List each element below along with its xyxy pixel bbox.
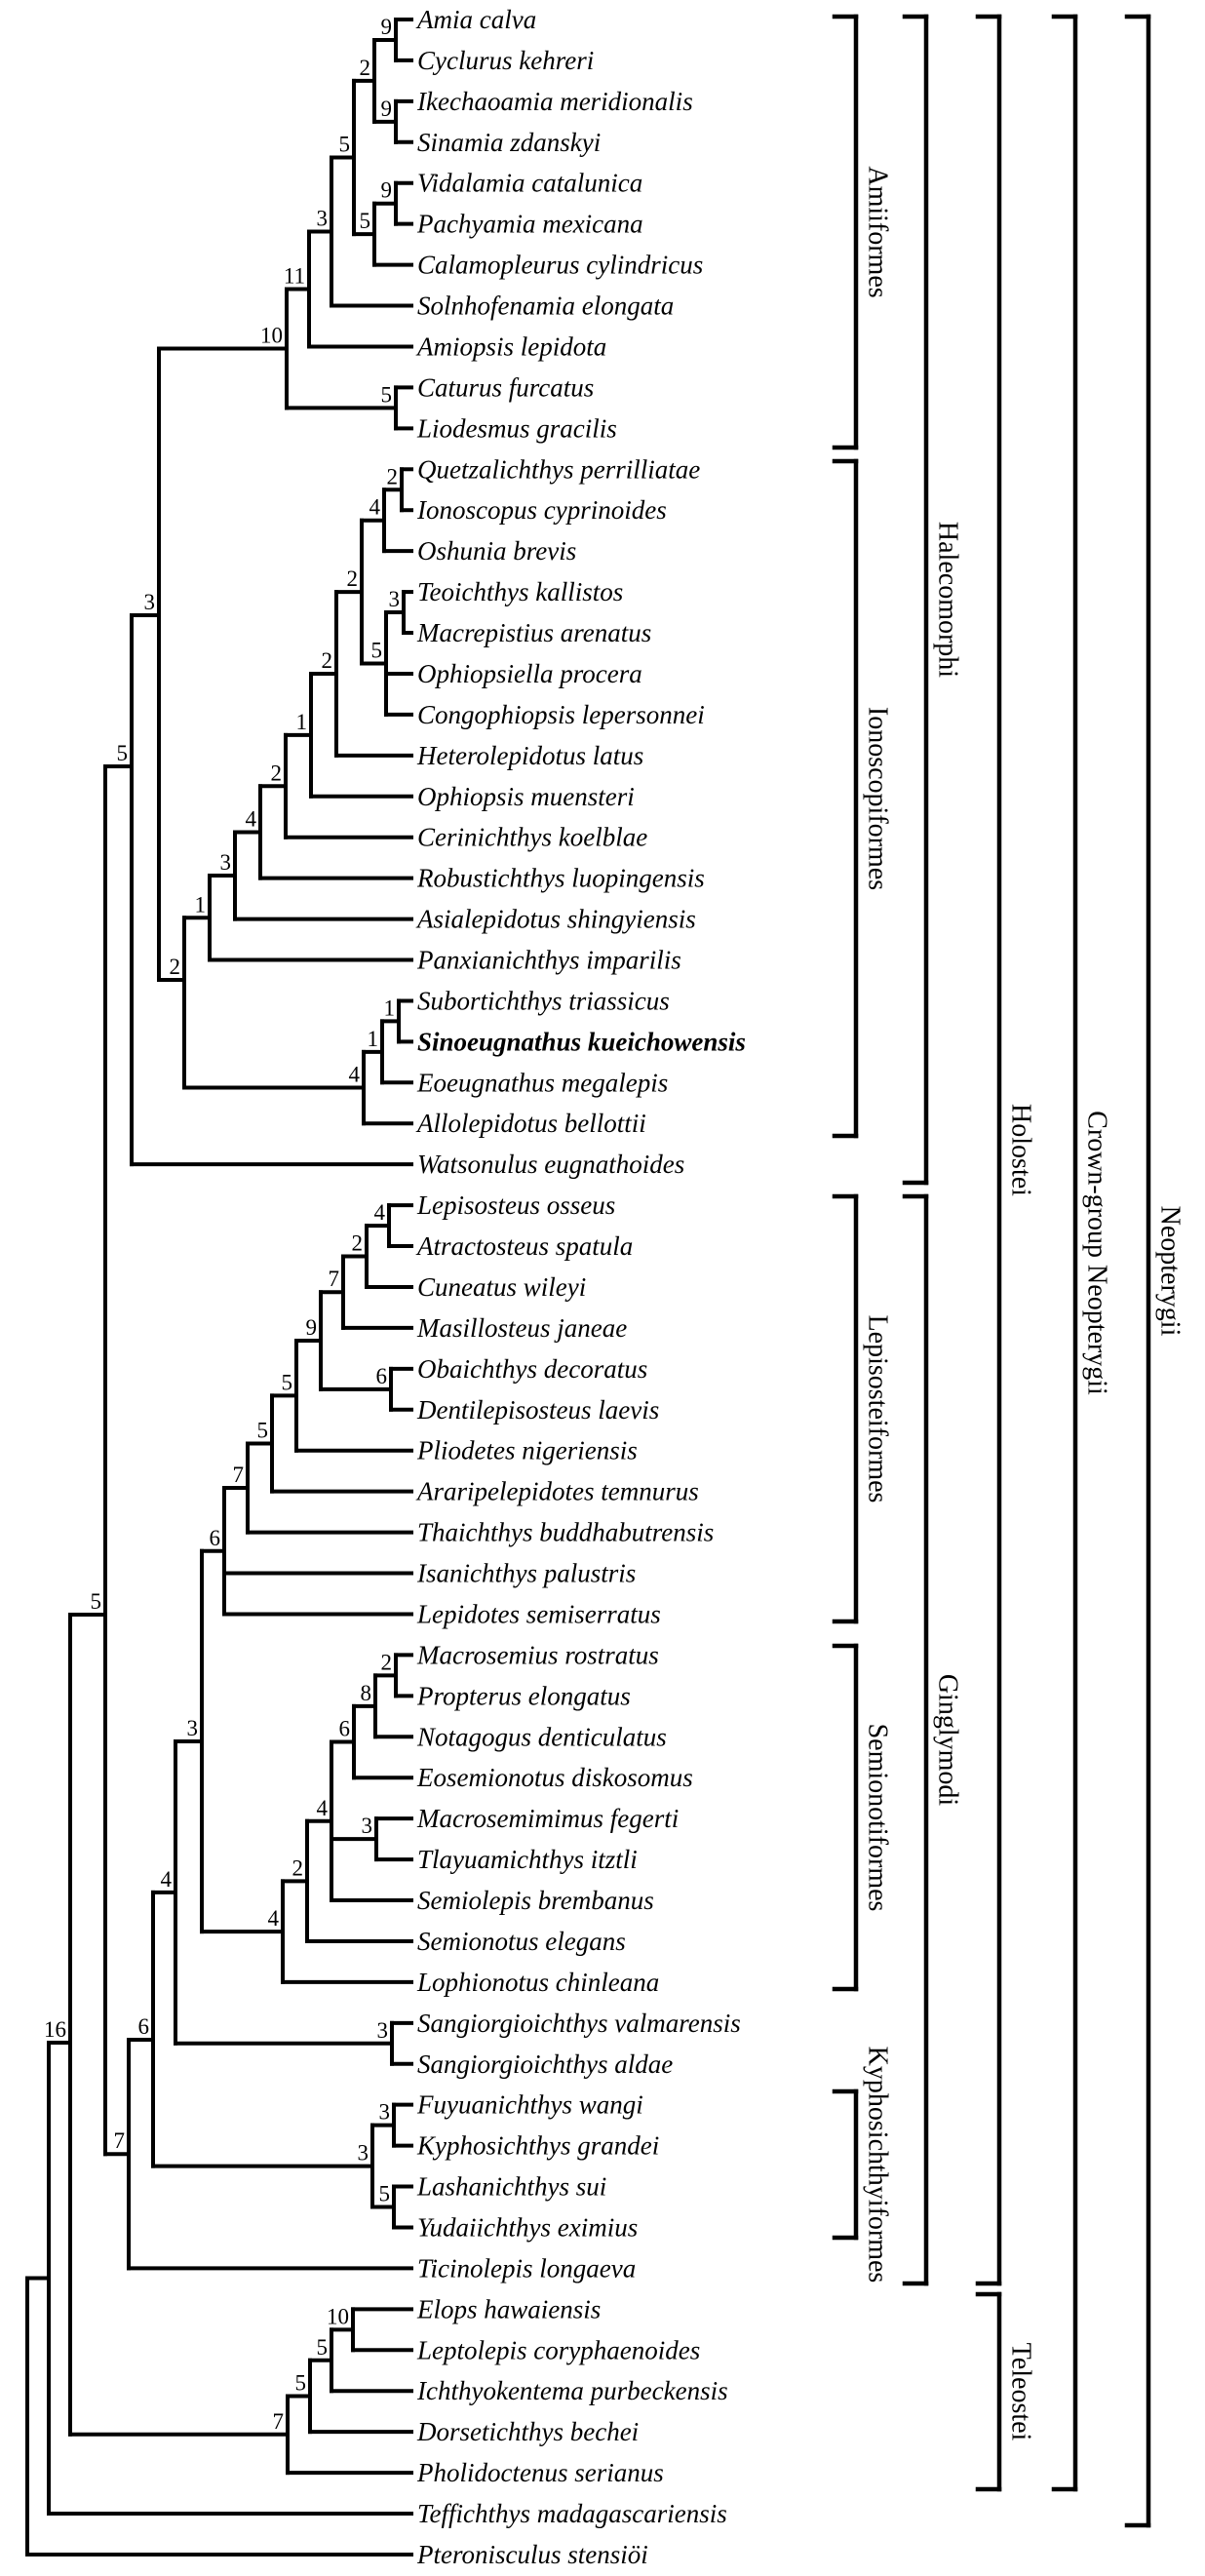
support-value: 1	[367, 1026, 378, 1051]
taxon-label: Pachyamia mexicana	[417, 209, 643, 239]
support-value: 5	[378, 2181, 390, 2206]
taxon-label: Dentilepisosteus laevis	[417, 1394, 660, 1425]
taxon-label: Sangiorgioichthys valmarensis	[417, 2008, 741, 2038]
taxon-label: Lashanichthys sui	[417, 2171, 607, 2202]
taxon-label: Sinamia zdanskyi	[417, 127, 602, 157]
support-value: 6	[209, 1525, 220, 1550]
taxon-label: Kyphosichthys grandei	[417, 2130, 660, 2161]
clade-label: Ginglymodi	[932, 1673, 963, 1807]
support-value: 1	[295, 709, 307, 734]
taxon-label: Vidalamia catalunica	[417, 168, 643, 198]
taxon-label: Cyclurus kehreri	[417, 45, 595, 75]
support-value: 2	[169, 955, 180, 979]
taxon-label: Semiolepis brembanus	[417, 1886, 654, 1916]
support-value: 4	[369, 494, 380, 520]
taxon-label: Cuneatus wileyi	[417, 1271, 587, 1302]
taxon-label: Robustichthys luopingensis	[417, 863, 705, 893]
support-value: 5	[359, 209, 370, 234]
taxon-label: Macrosemius rostratus	[417, 1640, 659, 1670]
support-value: 2	[270, 761, 282, 786]
taxon-label: Lepisosteus osseus	[417, 1190, 616, 1221]
support-value: 10	[260, 323, 283, 348]
support-value: 7	[272, 2408, 284, 2434]
support-value: 5	[90, 1589, 101, 1614]
taxon-label: Ikechaoamia meridionalis	[417, 86, 693, 116]
support-value: 5	[370, 638, 382, 663]
support-value: 8	[360, 1680, 371, 1705]
taxon-label: Liodesmus gracilis	[417, 413, 617, 444]
clade-label: Teleostei	[1005, 2342, 1036, 2441]
support-value: 9	[380, 14, 392, 39]
taxon-label: Eosemionotus diskosomus	[417, 1763, 693, 1793]
support-value: 4	[373, 1200, 385, 1226]
support-value: 5	[256, 1418, 268, 1443]
support-value: 3	[357, 2140, 369, 2166]
taxon-label: Tlayuamichthys itztli	[417, 1845, 638, 1875]
clade-label: Holostei	[1005, 1104, 1036, 1196]
support-value: 5	[316, 2334, 328, 2360]
support-value: 10	[327, 2304, 349, 2329]
taxon-label: Teffichthys madagascariensis	[417, 2499, 727, 2529]
taxon-label: Sangiorgioichthys aldae	[417, 2049, 674, 2079]
support-value: 2	[359, 55, 370, 80]
taxon-label: Elops hawaiensis	[417, 2294, 602, 2324]
support-value: 2	[321, 647, 332, 673]
support-value: 4	[160, 1866, 172, 1892]
support-value: 3	[378, 2099, 390, 2125]
support-value: 7	[232, 1463, 244, 1488]
support-value: 4	[316, 1795, 328, 1820]
taxon-label: Amia calva	[417, 5, 537, 34]
clade-label: Ionoscopiformes	[862, 706, 893, 891]
taxon-label: Leptolepis coryphaenoides	[417, 2335, 701, 2365]
taxon-label: Amiopsis lepidota	[417, 332, 607, 362]
taxon-label: Notagogus denticulatus	[417, 1722, 667, 1752]
support-value: 5	[338, 132, 350, 157]
taxon-label: Allolepidotus bellottii	[417, 1109, 646, 1139]
support-value: 3	[143, 590, 155, 614]
taxon-label: Ophiopsis muensteri	[417, 781, 635, 811]
support-value: 5	[380, 382, 392, 408]
taxon-label: Ichthyokentema purbeckensis	[417, 2376, 728, 2406]
clade-label: Amiiformes	[862, 166, 893, 298]
support-value: 3	[376, 2017, 388, 2043]
support-value: 3	[361, 1814, 372, 1839]
taxon-label: Quetzalichthys perrilliatae	[417, 454, 701, 485]
taxon-label: Eoeugnathus megalepis	[417, 1068, 669, 1098]
support-value: 5	[116, 741, 128, 765]
support-value: 6	[137, 2014, 149, 2039]
taxon-label: Congophiopsis lepersonnei	[417, 699, 705, 729]
taxon-label: Macrepistius arenatus	[417, 618, 652, 648]
clade-label: Kyphosichthyiformes	[862, 2046, 893, 2283]
taxon-label: Caturus furcatus	[417, 372, 595, 403]
taxon-label: Lepidotes semiserratus	[417, 1599, 661, 1629]
taxon-label: Ionoscopus cyprinoides	[417, 495, 667, 526]
taxon-label: Fuyuanichthys wangi	[417, 2089, 643, 2120]
support-value: 6	[338, 1716, 350, 1741]
taxon-label: Yudaiichthys eximius	[417, 2212, 639, 2243]
clade-label: Neopterygii	[1154, 1205, 1186, 1337]
support-value: 5	[294, 2370, 306, 2396]
support-value: 2	[292, 1855, 303, 1881]
taxon-label: Araripelepidotes temnurus	[417, 1476, 699, 1506]
taxon-label: Asialepidotus shingyiensis	[417, 904, 696, 934]
taxon-label: Thaichthys buddhabutrensis	[417, 1517, 715, 1547]
support-value: 4	[267, 1906, 279, 1932]
support-value: 9	[305, 1315, 317, 1341]
clade-label: Crown-group Neopterygii	[1081, 1111, 1112, 1395]
taxon-label: Macrosemimimus fegerti	[417, 1804, 680, 1834]
support-value: 3	[219, 850, 231, 876]
support-value: 4	[348, 1062, 360, 1087]
taxon-label: Pholidoctenus serianus	[417, 2458, 664, 2488]
support-value: 2	[346, 566, 358, 592]
taxon-label: Isanichthys palustris	[417, 1558, 637, 1588]
taxon-label: Obaichthys decoratus	[417, 1353, 648, 1384]
support-value: 9	[380, 96, 392, 121]
support-value: 6	[375, 1363, 387, 1388]
taxon-label: Solnhofenamia elongata	[417, 291, 675, 321]
support-value: 2	[351, 1230, 363, 1256]
taxon-label: Masillosteus janeae	[417, 1312, 628, 1343]
taxon-label: Teoichthys kallistos	[417, 577, 624, 607]
support-value: 1	[383, 995, 395, 1021]
support-value: 1	[194, 892, 206, 917]
support-value: 7	[328, 1267, 339, 1292]
clade-label: Lepisosteiformes	[862, 1314, 893, 1503]
taxon-label: Pteronisculus stensiöi	[417, 2539, 648, 2569]
taxon-label: Semionotus elegans	[417, 1926, 626, 1956]
taxon-label: Propterus elongatus	[417, 1681, 631, 1711]
taxon-label: Ticinolepis longaeva	[417, 2253, 637, 2283]
taxon-label: Oshunia brevis	[417, 536, 577, 566]
support-value: 3	[186, 1715, 198, 1740]
clade-label: Halecomorphi	[932, 521, 963, 679]
support-value: 3	[316, 206, 328, 231]
taxon-label: Sinoeugnathus kueichowensis	[417, 1027, 746, 1057]
support-value: 2	[386, 464, 398, 489]
support-value: 4	[245, 806, 256, 832]
taxon-label: Lophionotus chinleana	[417, 1967, 660, 1997]
taxon-label: Calamopleurus cylindricus	[417, 250, 704, 280]
taxon-label: Pliodetes nigeriensis	[417, 1435, 638, 1465]
taxon-label: Panxianichthys imparilis	[417, 945, 681, 975]
taxon-label: Heterolepidotus latus	[417, 740, 644, 770]
taxon-label: Atractosteus spatula	[417, 1231, 634, 1262]
support-value: 3	[388, 587, 400, 612]
clade-label: Semionotiformes	[862, 1723, 893, 1912]
taxon-label: Watsonulus eugnathoides	[417, 1150, 685, 1180]
taxon-label: Ophiopsiella procera	[417, 658, 642, 688]
taxon-label: Cerinichthys koelblae	[417, 822, 648, 852]
support-value: 11	[283, 263, 305, 289]
taxon-label: Subortichthys triassicus	[417, 986, 670, 1016]
taxon-label: Dorsetichthys bechei	[417, 2417, 640, 2447]
support-value: 16	[44, 2017, 66, 2042]
support-value: 2	[380, 1650, 392, 1675]
support-value: 9	[380, 177, 392, 203]
support-value: 7	[113, 2128, 125, 2154]
support-value: 5	[281, 1370, 292, 1395]
